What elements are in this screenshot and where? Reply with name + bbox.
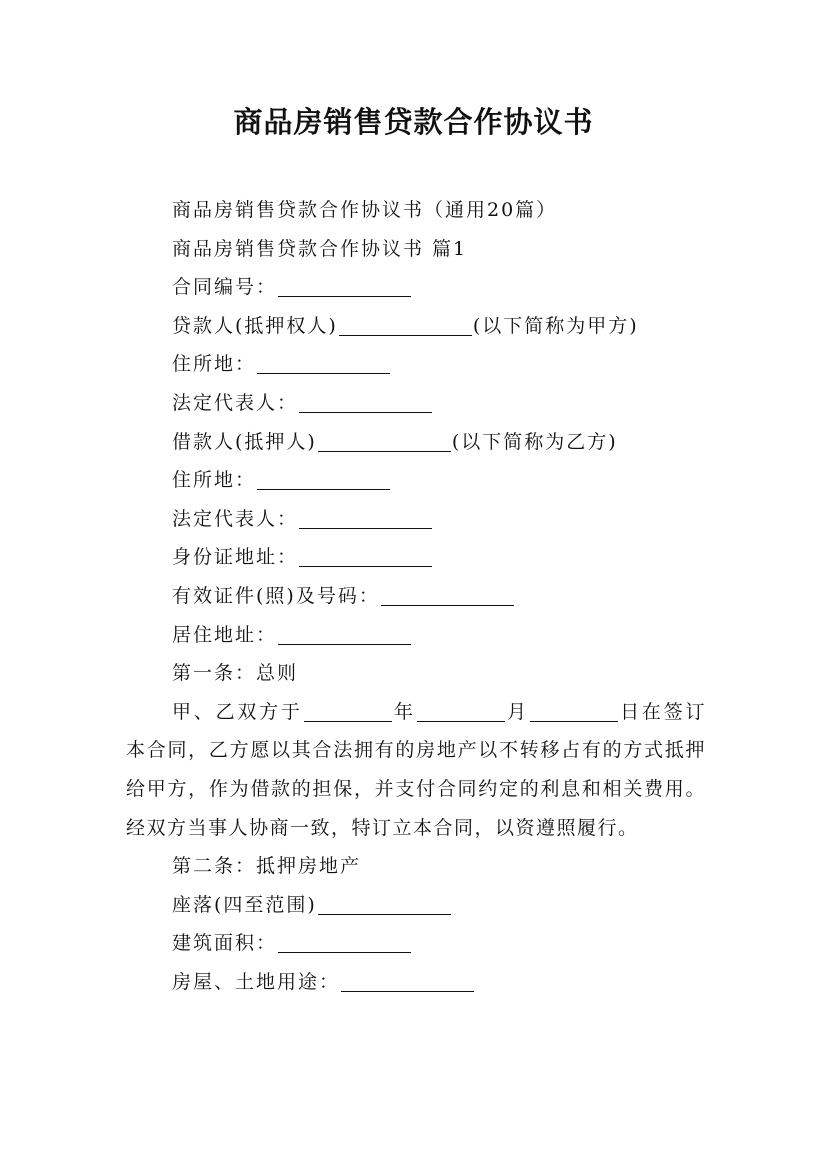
document-body [126,191,706,1001]
borrower-rep-line [126,500,706,539]
borrower-address-label: 住所地： [172,469,257,492]
lender-rep-blank [299,390,432,413]
borrower-rep-blank [299,506,432,529]
borrower-address-line [126,461,706,500]
floor-area-label: 建筑面积： [172,932,278,955]
id-address-label: 身份证地址： [172,546,299,569]
usage-blank [341,969,474,992]
location-label: 座落(四至范围) [172,893,317,916]
residence-line [126,616,706,655]
borrower-label: 借款人(抵押人) [172,430,317,453]
id-address-line [126,538,706,577]
id-number-label: 有效证件(照)及号码： [172,584,380,607]
location-blank [318,892,451,915]
lender-address-label: 住所地： [172,353,257,376]
lender-address-line [126,345,706,384]
document-subtitle: 商品房销售贷款合作协议书（通用20篇） [172,199,558,221]
lender-blank [339,313,472,336]
location-line [126,886,706,925]
article1-heading: 第一条：总则 [172,662,299,685]
borrower-line [126,423,706,462]
part-heading: 商品房销售贷款合作协议书 篇1 [172,237,468,260]
usage-label: 房屋、土地用途： [172,970,341,993]
lender-label: 贷款人(抵押权人) [172,314,338,337]
article2-heading: 第二条：抵押房地产 [172,855,362,878]
borrower-address-blank [257,467,390,490]
day-blank [530,699,618,722]
id-number-blank [381,583,514,606]
floor-area-line [126,924,706,963]
article1-text-start: 甲、乙双方于 [172,700,303,723]
contract-number-blank [278,274,411,297]
borrower-blank [318,429,451,452]
usage-line [126,963,706,1002]
floor-area-blank [278,930,411,953]
month-blank [417,699,505,722]
contract-number-line [126,268,706,307]
residence-blank [278,622,411,645]
borrower-rep-label: 法定代表人： [172,507,299,530]
id-number-line [126,577,706,616]
lender-address-blank [257,351,390,374]
residence-label: 居住地址： [172,623,278,646]
lender-rep-label: 法定代表人： [172,391,299,414]
lender-line [126,307,706,346]
borrower-suffix: (以下简称为乙方) [451,430,618,453]
id-address-blank [299,544,432,567]
contract-number-label: 合同编号： [172,276,278,299]
lender-rep-line [126,384,706,423]
month-label: 月 [505,700,529,723]
article1-paragraph [126,693,706,847]
lender-suffix: (以下简称为甲方) [472,314,639,337]
article1-text-rest: 日在签订本合同，乙方愿以其合法拥有的房地产以不转移占有的方式抵押给甲方，作为借款的担保，并支付合同约定的利息和相关费用。经双方当事人协商一致，特订立本合同，以资遵照履行。 [126,700,706,839]
year-blank [304,699,392,722]
year-label: 年 [392,700,416,723]
document-title: 商品房销售贷款合作协议书 [233,105,594,139]
